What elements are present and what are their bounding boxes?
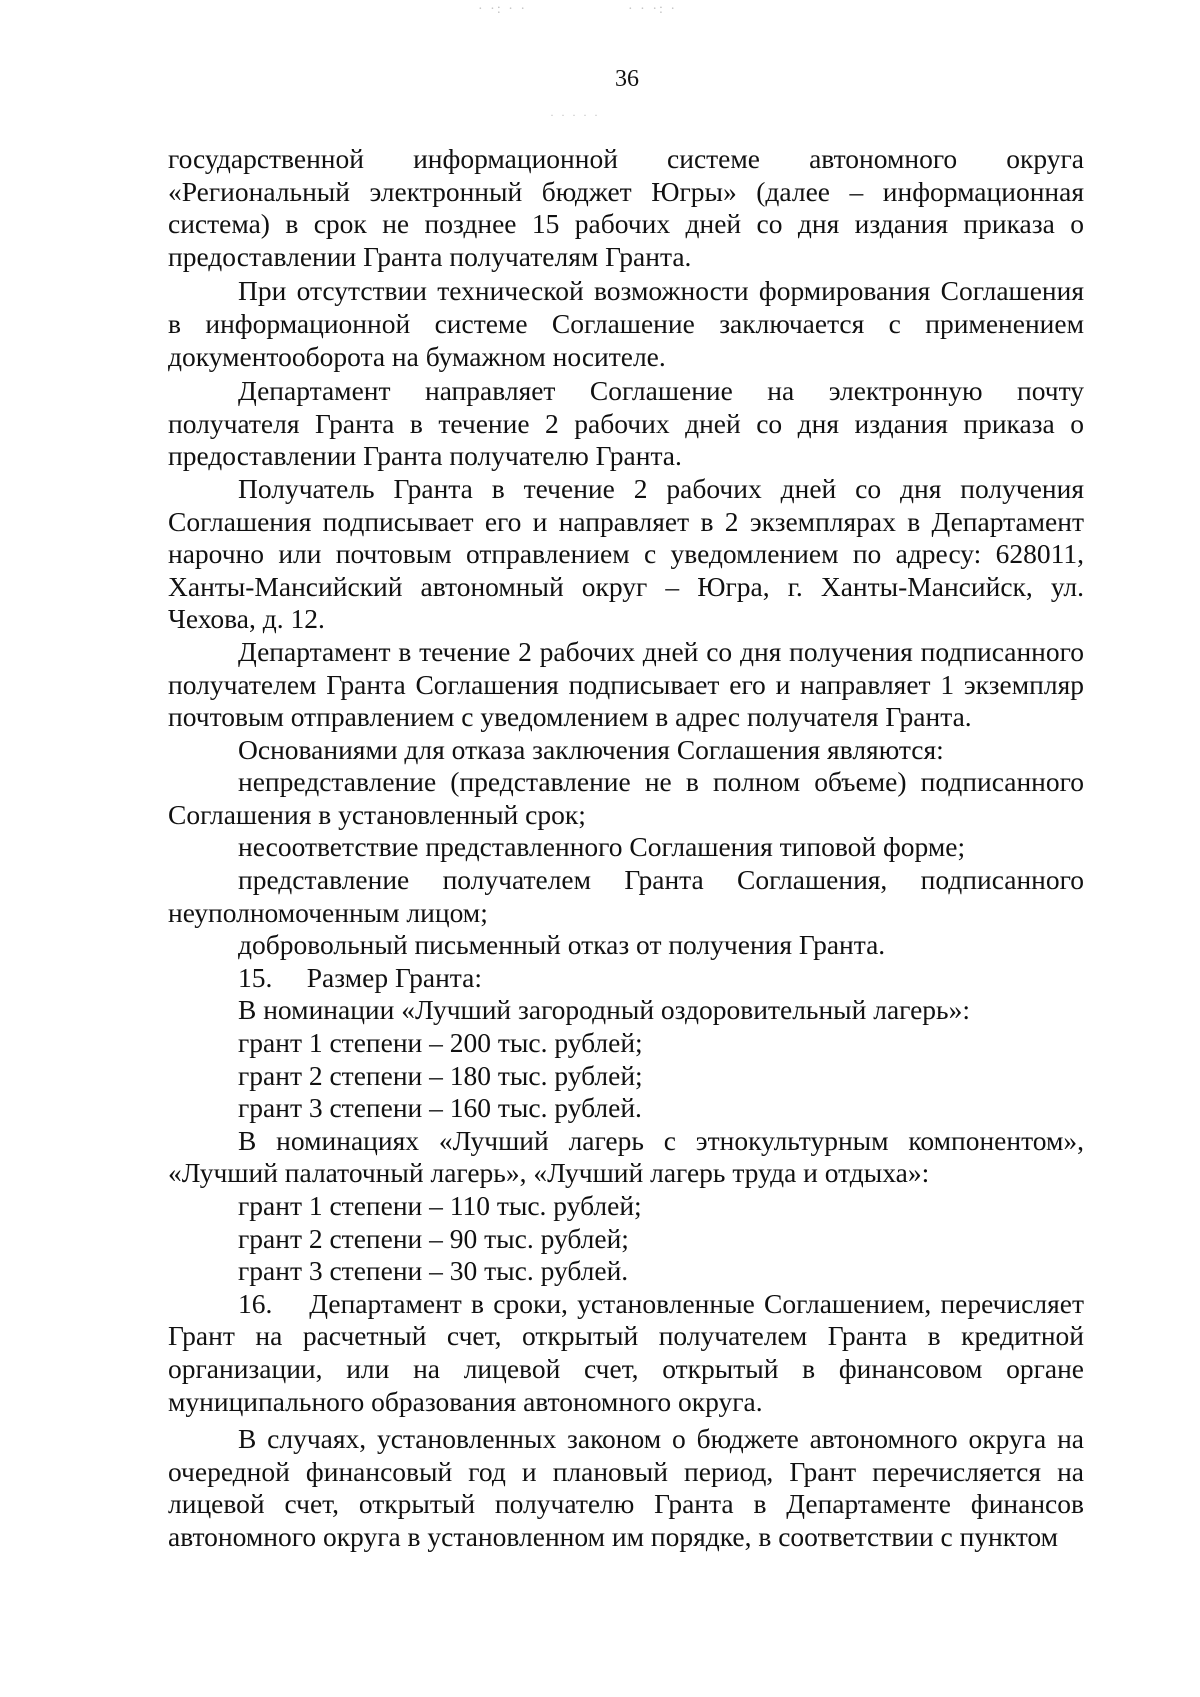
paragraph: Департамент направляет Соглашение на электронную почту получателя Гранта в течение 2 рабочих дней со дня издания приказа о предоставлении Гранта получателю Гранта. [168,375,1084,472]
list-item: грант 2 степени – 90 тыс. рублей; [238,1222,629,1254]
paragraph: Получатель Гранта в течение 2 рабочих дней со дня получения Соглашения подписывает его и направляет в 2 экземплярах в Департамент нарочно или почтовым отправлением с уведомлением по адресу: 628011, Ханты-Мансийский автономный округ – Югра, г. Ханты-Мансийск, ул. Чехова, д. 12. [168,472,1084,635]
list-item: непредставление (представление не в полном объеме) подписанного Соглашения в установленный срок; [168,766,1084,830]
scan-artifact: · · · · · [550,108,600,122]
list-item: грант 2 степени – 180 тыс. рублей; [238,1059,643,1091]
document-body [168,143,1084,1554]
page-number: 36 [615,66,639,92]
paragraph: В случаях, установленных законом о бюджете автономного округа на очередной финансовый год и плановый период, Грант перечисляется на лицевой счет, открытый получателю Гранта в Департаменте финансов автономного округа в установленном им порядке, в соответствии с пунктом [168,1423,1084,1552]
section-heading: 15. Размер Гранта: [238,961,482,993]
paragraph: Основаниями для отказа заключения Соглашения являются: [238,733,944,765]
scan-artifact: · ·: · · [478,2,528,17]
list-item: грант 1 степени – 110 тыс. рублей; [238,1190,642,1221]
paragraph: Департамент в течение 2 рабочих дней со дня получения подписанного получателем Гранта Соглашения подписывает его и направляет 1 экземпляр почтовым отправлением с уведомлением в адрес получателя Гранта. [168,635,1084,733]
list-item: грант 3 степени – 160 тыс. рублей. [238,1092,642,1124]
list-item: представление получателем Гранта Соглашения, подписанного неуполномоченным лицом; [168,864,1084,928]
paragraph-continuation: государственной информационной системе автономного округа «Региональный электронный бюджет Югры» (далее – информационная система) в срок не позднее 15 рабочих дней со дня издания приказа о предоставлении Гранта получателям Гранта. [168,143,1084,272]
paragraph: При отсутствии технической возможности формирования Соглашения в информационной системе Соглашение заключается с применением документооборота на бумажном носителе. [168,275,1084,372]
paragraph: В номинациях «Лучший лагерь с этнокультурным компонентом», «Лучший палаточный лагерь», «Лучший лагерь труда и отдыха»: [168,1124,1084,1189]
paragraph: 16. Департамент в сроки, установленные Соглашением, перечисляет Грант на расчетный счет, открытый получателем Гранта в кредитной организации, или на лицевой счет, открытый в финансовом органе муниципального образования автономного округа. [168,1287,1084,1417]
list-item: грант 1 степени – 200 тыс. рублей; [238,1027,643,1059]
list-item: грант 3 степени – 30 тыс. рублей. [238,1255,629,1287]
paragraph: В номинации «Лучший загородный оздоровительный лагерь»: [238,994,970,1026]
list-item: добровольный письменный отказ от получения Гранта. [238,929,886,961]
scan-artifact: · · ·: · [628,2,678,17]
list-item: несоответствие представленного Соглашения типовой форме; [238,831,966,863]
